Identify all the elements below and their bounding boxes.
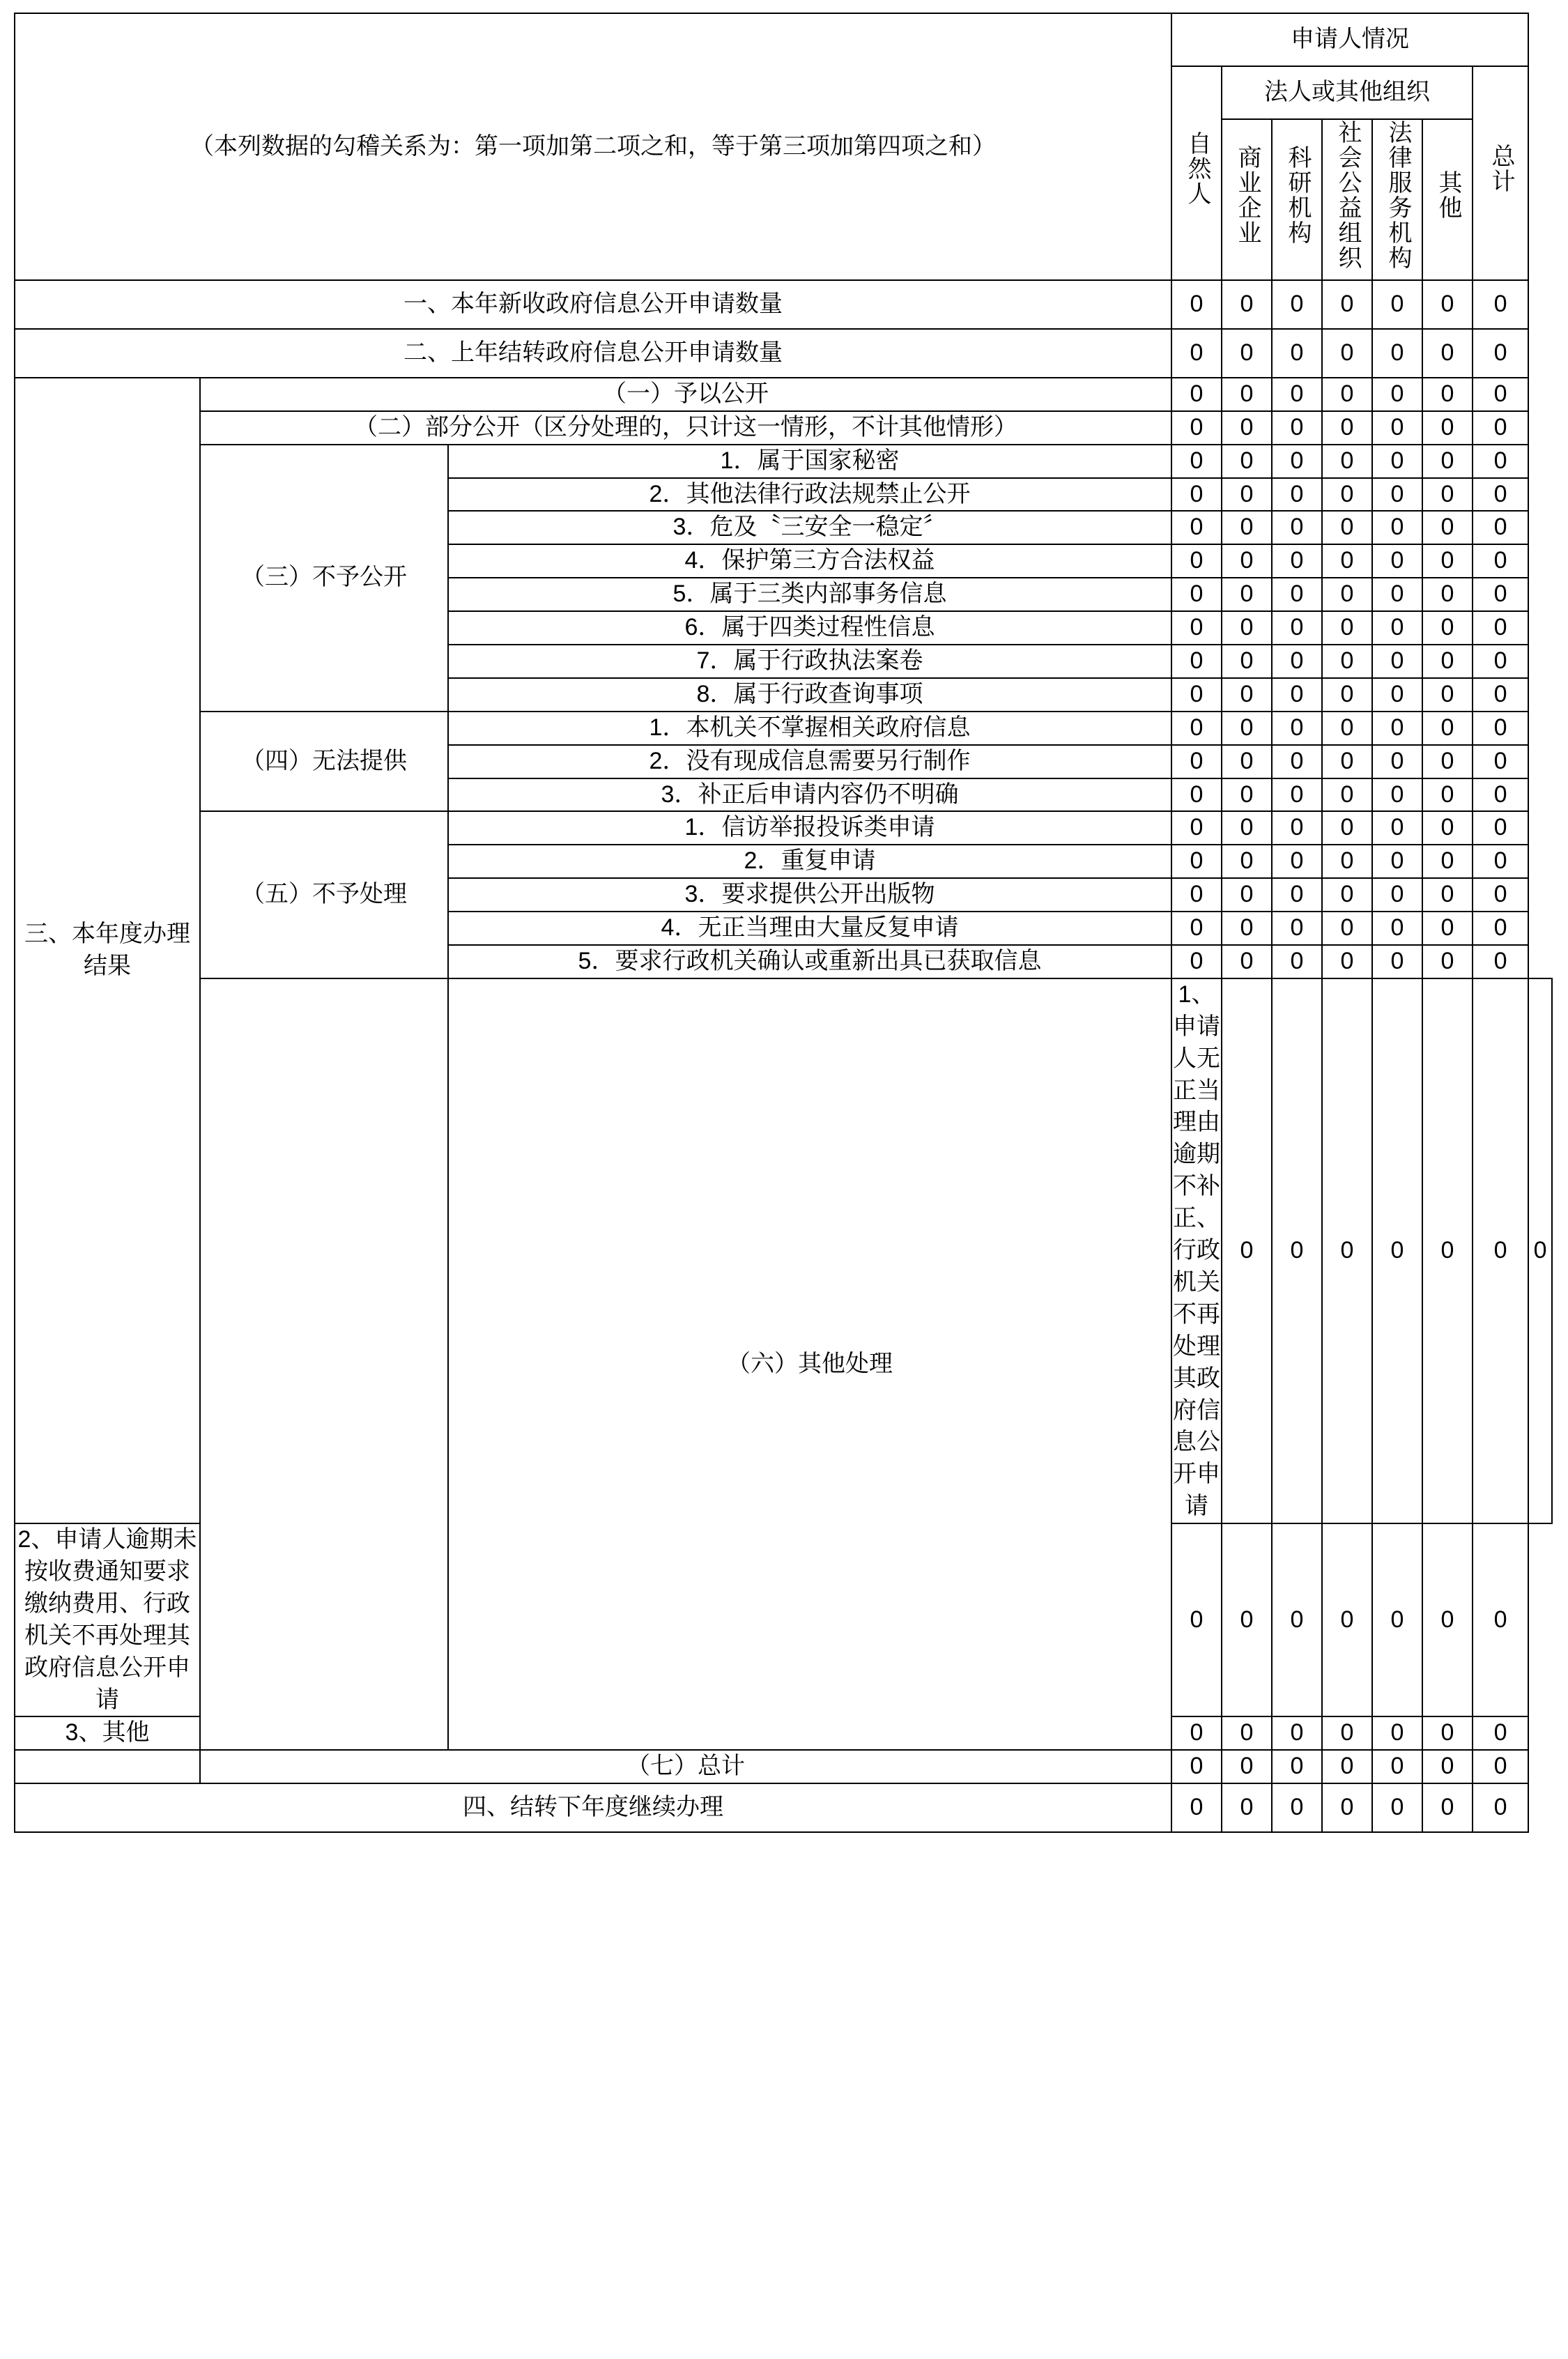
- cell-value: 0: [1422, 544, 1473, 578]
- cell-value: 0: [1372, 845, 1422, 878]
- cell-value: 0: [1272, 645, 1322, 678]
- cell-value: 0: [1473, 1783, 1528, 1832]
- cell-value: 0: [1372, 811, 1422, 845]
- cell-value: 0: [1422, 611, 1473, 645]
- row-label-partial-disclose: （二）部分公开（区分处理的，只计这一情形，不计其他情形）: [200, 411, 1171, 445]
- cell-value: 0: [1171, 1750, 1222, 1783]
- cell-value: 0: [1422, 578, 1473, 611]
- cell-value: 0: [1422, 778, 1473, 812]
- cell-value: 0: [1322, 478, 1372, 512]
- cell-value: 0: [1222, 611, 1272, 645]
- cell-value: 0: [1171, 1783, 1222, 1832]
- row-label-unable-provide: （四）无法提供: [200, 712, 448, 812]
- cell-value: 0: [1222, 445, 1272, 478]
- cell-value: 0: [1171, 329, 1222, 378]
- cell-value: 0: [1222, 1783, 1272, 1832]
- cell-value: 0: [1372, 445, 1422, 478]
- cell-value: 0: [1473, 478, 1528, 512]
- cell-value: 0: [1171, 645, 1222, 678]
- cell-value: 0: [1322, 745, 1372, 778]
- cell-value: 0: [1372, 1783, 1422, 1832]
- cell-value: 0: [1272, 678, 1322, 712]
- table-row: [15, 329, 1552, 378]
- cell-value: 0: [1322, 912, 1372, 945]
- row-label-overdue-no-correction: 1、申请人无正当理由逾期不补正、行政机关不再处理其政府信息公开申请: [1171, 978, 1222, 1523]
- cell-value: 0: [1272, 978, 1322, 1523]
- cell-value: 0: [1272, 511, 1322, 544]
- cell-value: 0: [1222, 712, 1272, 745]
- row-label-internal-affairs: 5．属于三类内部事务信息: [448, 578, 1171, 611]
- cell-value: 0: [1171, 712, 1222, 745]
- cell-value: 0: [1272, 445, 1322, 478]
- cell-value: 0: [1372, 878, 1422, 912]
- cell-value: 0: [1473, 678, 1528, 712]
- row-label-process-info: 6．属于四类过程性信息: [448, 611, 1171, 645]
- header-col-research-institution: 科研机构: [1272, 119, 1322, 280]
- cell-value: 0: [1422, 811, 1473, 845]
- cell-value: 0: [1473, 544, 1528, 578]
- cell-value: 0: [1222, 912, 1272, 945]
- row-label-subtotal: （七）总计: [200, 1750, 1171, 1783]
- row-label-other-handling: （六）其他处理: [448, 978, 1171, 1750]
- row-label-admin-inquiry: 8．属于行政查询事项: [448, 678, 1171, 712]
- cell-value: 0: [1322, 411, 1372, 445]
- cell-value: 0: [1171, 578, 1222, 611]
- header-col-commercial-enterprise: 商业企业: [1222, 119, 1272, 280]
- row-label-no-handle: （五）不予处理: [200, 811, 448, 978]
- cell-value: 0: [1322, 280, 1372, 329]
- cell-value: 0: [1272, 411, 1322, 445]
- cell-value: 0: [1473, 578, 1528, 611]
- cell-value: 0: [1171, 544, 1222, 578]
- cell-value: 0: [1372, 544, 1422, 578]
- row-label-other: 3、其他: [15, 1716, 200, 1750]
- cell-value: 0: [1473, 1716, 1528, 1750]
- cell-value: 0: [1422, 878, 1473, 912]
- table-row: [15, 280, 1552, 329]
- cell-value: 0: [1473, 745, 1528, 778]
- cell-value: 0: [1222, 678, 1272, 712]
- cell-value: 0: [1322, 712, 1372, 745]
- cell-value: 0: [1322, 378, 1372, 411]
- cell-value: 0: [1272, 1783, 1322, 1832]
- row-label-protect-third-party: 4．保护第三方合法权益: [448, 544, 1171, 578]
- row-label-state-secret: 1．属于国家秘密: [448, 445, 1171, 478]
- cell-value: 0: [1422, 1750, 1473, 1783]
- cell-value: 0: [1171, 845, 1222, 878]
- cell-value: 0: [1322, 978, 1372, 1523]
- table-row: [15, 1750, 1552, 1783]
- row-label-overdue-no-payment: 2、申请人逾期未按收费通知要求缴纳费用、行政机关不再处理其政府信息公开申请: [15, 1523, 200, 1716]
- cell-value: 0: [1322, 611, 1372, 645]
- cell-value: 0: [1372, 912, 1422, 945]
- row-label-need-create-info: 2．没有现成信息需要另行制作: [448, 745, 1171, 778]
- cell-value: 0: [1171, 678, 1222, 712]
- header-col-other: 其他: [1422, 119, 1473, 280]
- cell-value: 0: [1422, 511, 1473, 544]
- cell-value: 0: [1372, 978, 1422, 1523]
- cell-value: 0: [1372, 778, 1422, 812]
- cell-value: 0: [1272, 280, 1322, 329]
- cell-value: 0: [1473, 411, 1528, 445]
- cell-value: 0: [1222, 378, 1272, 411]
- cell-value: 0: [1322, 645, 1372, 678]
- cell-value: 0: [1222, 945, 1272, 978]
- table-row: [15, 378, 1552, 411]
- cell-value: 0: [1372, 645, 1422, 678]
- cell-value: 0: [1222, 778, 1272, 812]
- cell-value: 0: [1473, 878, 1528, 912]
- cell-value: 0: [1171, 478, 1222, 512]
- cell-value: 0: [1272, 1716, 1322, 1750]
- table-row: [15, 1783, 1552, 1832]
- cell-value: 0: [1272, 329, 1322, 378]
- cell-value: 0: [1473, 511, 1528, 544]
- cell-value: 0: [1171, 411, 1222, 445]
- cell-value: 0: [1422, 912, 1473, 945]
- cell-value: 0: [1171, 945, 1222, 978]
- cell-value: 0: [1272, 778, 1322, 812]
- cell-value: 0: [1422, 978, 1473, 1523]
- row-label-still-unclear: 3．补正后申请内容仍不明确: [448, 778, 1171, 812]
- cell-value: 0: [1222, 411, 1272, 445]
- cell-value: 0: [1422, 712, 1473, 745]
- cell-value: 0: [1322, 1716, 1372, 1750]
- cell-value: 0: [1222, 1750, 1272, 1783]
- cell-value: 0: [1171, 280, 1222, 329]
- cell-value: 0: [1422, 411, 1473, 445]
- cell-value: 0: [1171, 811, 1222, 845]
- cell-value: 0: [1322, 811, 1372, 845]
- cell-value: 0: [1272, 478, 1322, 512]
- cell-value: 0: [1222, 478, 1272, 512]
- cell-value: 0: [1372, 511, 1422, 544]
- row-label-duplicate-application: 2．重复申请: [448, 845, 1171, 878]
- header-col-legal-service-org: 法律服务机构: [1372, 119, 1422, 280]
- cell-value: 0: [1272, 578, 1322, 611]
- header-col-total: 总计: [1473, 66, 1528, 280]
- cell-value: 0: [1222, 811, 1272, 845]
- cell-value: 0: [1422, 678, 1473, 712]
- cell-value: 0: [1372, 712, 1422, 745]
- cell-value: 0: [1171, 1716, 1222, 1750]
- cell-value: 0: [1473, 945, 1528, 978]
- cell-value: 0: [1372, 578, 1422, 611]
- cell-value: 0: [1322, 945, 1372, 978]
- cell-value: 0: [1473, 280, 1528, 329]
- cell-value: 0: [1322, 778, 1372, 812]
- cell-value: 0: [1272, 1750, 1322, 1783]
- cell-value: 0: [1322, 544, 1372, 578]
- header-legal-person-or-other: 法人或其他组织: [1222, 66, 1473, 119]
- cell-value: 0: [1372, 1716, 1422, 1750]
- cell-value: 0: [1272, 845, 1322, 878]
- cell-value: 0: [1222, 329, 1272, 378]
- cell-value: 0: [1272, 878, 1322, 912]
- cell-value: 0: [1422, 378, 1473, 411]
- cell-value: 0: [1528, 978, 1552, 1523]
- cell-value: 0: [1422, 1716, 1473, 1750]
- cell-value: 0: [1222, 1716, 1272, 1750]
- cell-value: 0: [1222, 745, 1272, 778]
- cell-value: 0: [1422, 1523, 1473, 1716]
- cell-value: 0: [1272, 544, 1322, 578]
- cell-value: 0: [1272, 1523, 1322, 1716]
- note-cell: （本列数据的勾稽关系为：第一项加第二项之和，等于第三项加第四项之和）: [15, 13, 1171, 280]
- cell-value: 0: [1473, 611, 1528, 645]
- row-label-reconfirm-info: 5．要求行政机关确认或重新出具已获取信息: [448, 945, 1171, 978]
- cell-value: 0: [1222, 1523, 1272, 1716]
- cell-value: 0: [1171, 511, 1222, 544]
- cell-value: 0: [1322, 678, 1372, 712]
- cell-value: 0: [1473, 845, 1528, 878]
- cell-value: 0: [1372, 1750, 1422, 1783]
- government-information-disclosure-table: [14, 13, 1553, 1833]
- table-row: [15, 411, 1552, 445]
- cell-value: 0: [1473, 912, 1528, 945]
- cell-value: 0: [1372, 945, 1422, 978]
- table-row: [15, 712, 1552, 745]
- cell-value: 0: [1422, 280, 1473, 329]
- cell-value: 0: [1473, 378, 1528, 411]
- cell-value: 0: [1322, 878, 1372, 912]
- cell-value: 0: [1272, 745, 1322, 778]
- cell-value: 0: [1473, 1523, 1528, 1716]
- cell-value: 0: [1473, 712, 1528, 745]
- row-label-new-applications: 一、本年新收政府信息公开申请数量: [15, 280, 1171, 329]
- header-row-applicant: [15, 13, 1552, 66]
- cell-value: 0: [1222, 544, 1272, 578]
- header-applicant-situation: 申请人情况: [1171, 13, 1528, 66]
- row-label-disclose: （一）予以公开: [200, 378, 1171, 411]
- row-label-empty-spacer: [200, 978, 448, 1750]
- cell-value: 0: [1222, 280, 1272, 329]
- row-label-no-disclose: （三）不予公开: [200, 445, 448, 712]
- cell-value: 0: [1372, 378, 1422, 411]
- table-row: [15, 811, 1552, 845]
- cell-value: 0: [1473, 978, 1528, 1523]
- row-label-repeated-no-reason: 4．无正当理由大量反复申请: [448, 912, 1171, 945]
- cell-value: 0: [1322, 329, 1372, 378]
- cell-value: 0: [1272, 945, 1322, 978]
- cell-value: 0: [1222, 878, 1272, 912]
- cell-value: 0: [1222, 645, 1272, 678]
- cell-value: 0: [1171, 378, 1222, 411]
- cell-value: 0: [1272, 712, 1322, 745]
- cell-value: 0: [1422, 329, 1473, 378]
- row-label-public-publication: 3．要求提供公开出版物: [448, 878, 1171, 912]
- header-col-social-welfare-org: 社会公益组织: [1322, 119, 1372, 280]
- cell-value: 0: [1422, 845, 1473, 878]
- cell-value: 0: [1171, 912, 1222, 945]
- cell-value: 0: [1171, 1523, 1222, 1716]
- cell-value: 0: [1372, 411, 1422, 445]
- cell-value: 0: [1222, 978, 1272, 1523]
- cell-value: 0: [1171, 745, 1222, 778]
- cell-value: 0: [1171, 778, 1222, 812]
- row-label-other-law-prohibit: 2．其他法律行政法规禁止公开: [448, 478, 1171, 512]
- cell-value: 0: [1473, 1750, 1528, 1783]
- cell-value: 0: [1372, 329, 1422, 378]
- row-label-law-enforcement-file: 7．属于行政执法案卷: [448, 645, 1171, 678]
- cell-value: 0: [1473, 778, 1528, 812]
- cell-value: 0: [1473, 811, 1528, 845]
- cell-value: 0: [1171, 611, 1222, 645]
- cell-value: 0: [1372, 280, 1422, 329]
- cell-value: 0: [1272, 811, 1322, 845]
- cell-value: 0: [1422, 645, 1473, 678]
- cell-value: 0: [1372, 611, 1422, 645]
- cell-value: 0: [1222, 511, 1272, 544]
- cell-value: 0: [1272, 611, 1322, 645]
- cell-value: 0: [1272, 912, 1322, 945]
- cell-value: 0: [1473, 445, 1528, 478]
- row-label-petition-complaint: 1．信访举报投诉类申请: [448, 811, 1171, 845]
- cell-value: 0: [1422, 1783, 1473, 1832]
- row-label-endanger-safety: 3．危及〝三安全一稳定〞: [448, 511, 1171, 544]
- cell-value: 0: [1222, 578, 1272, 611]
- header-col-natural-person: 自然人: [1171, 66, 1222, 280]
- cell-value: 0: [1473, 645, 1528, 678]
- cell-value: 0: [1372, 678, 1422, 712]
- cell-value: 0: [1272, 378, 1322, 411]
- cell-value: 0: [1322, 578, 1372, 611]
- row-label-empty-spacer: [15, 1750, 200, 1783]
- cell-value: 0: [1322, 1750, 1372, 1783]
- cell-value: 0: [1322, 445, 1372, 478]
- table-row: [15, 978, 1552, 1523]
- cell-value: 0: [1171, 878, 1222, 912]
- cell-value: 0: [1422, 745, 1473, 778]
- cell-value: 0: [1322, 845, 1372, 878]
- cell-value: 0: [1171, 445, 1222, 478]
- table-row: [15, 445, 1552, 478]
- cell-value: 0: [1222, 845, 1272, 878]
- row-label-carried-over: 二、上年结转政府信息公开申请数量: [15, 329, 1171, 378]
- cell-value: 0: [1322, 1523, 1372, 1716]
- row-label-not-possess-info: 1．本机关不掌握相关政府信息: [448, 712, 1171, 745]
- cell-value: 0: [1473, 329, 1528, 378]
- cell-value: 0: [1422, 478, 1473, 512]
- cell-value: 0: [1322, 511, 1372, 544]
- cell-value: 0: [1322, 1783, 1372, 1832]
- cell-value: 0: [1372, 1523, 1422, 1716]
- cell-value: 0: [1422, 945, 1473, 978]
- row-label-annual-results: 三、本年度办理结果: [15, 378, 200, 1523]
- cell-value: 0: [1372, 745, 1422, 778]
- row-label-carry-forward-next-year: 四、结转下年度继续办理: [15, 1783, 1171, 1832]
- cell-value: 0: [1422, 445, 1473, 478]
- cell-value: 0: [1372, 478, 1422, 512]
